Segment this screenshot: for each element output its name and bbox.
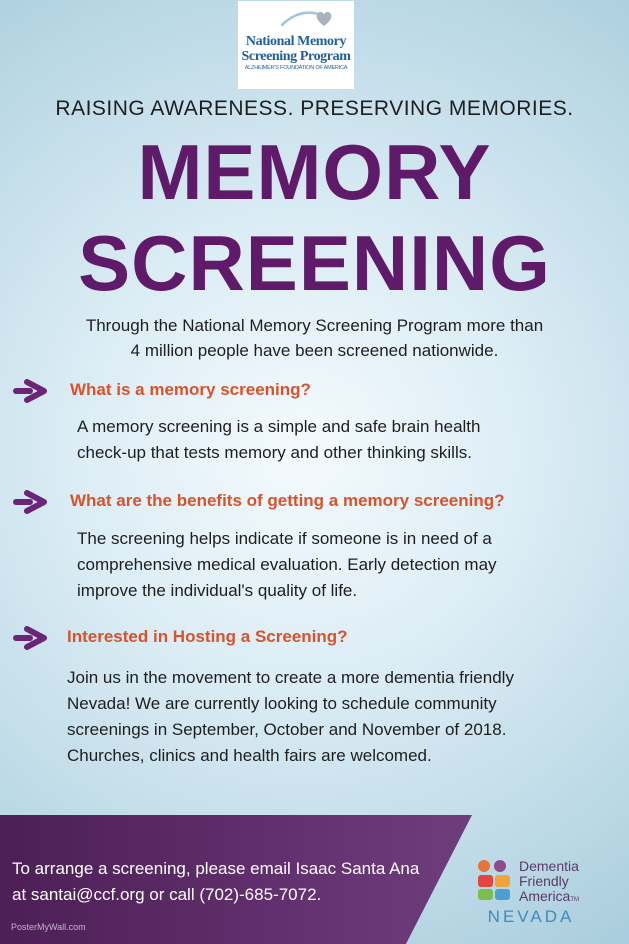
section-line: improve the individual's quality of life. (77, 581, 358, 600)
contact-line-2: at santai@ccf.org or call (702)-685-7072. (12, 885, 322, 904)
section-line: Nevada! We are currently looking to schedule community (67, 694, 497, 713)
section-line: check-up that tests memory and other thinking skills. (77, 443, 472, 462)
headline-line-1: MEMORY (137, 128, 492, 216)
section-body (77, 526, 497, 604)
footer (0, 815, 629, 944)
section-heading: What are the benefits of getting a memory screening? (70, 491, 505, 510)
dfa-logo (476, 859, 621, 943)
dfa-state: NEVADA (487, 907, 575, 926)
arrow-right-icon (12, 626, 48, 650)
dfa-trademark: TM (570, 897, 580, 903)
section-heading: What is a memory screening? (70, 380, 311, 399)
logo-subtitle: ALZHEIMER'S FOUNDATION OF AMERICA (244, 65, 348, 71)
section-line: Join us in the movement to create a more dementia friendly (67, 668, 514, 687)
section-line: The screening helps indicate if someone is in need of a (77, 529, 492, 548)
dfa-line-3-text: America (519, 888, 571, 904)
logo-line-2: Screening Program (241, 49, 351, 64)
section-line: comprehensive medical evaluation. Early detection may (77, 555, 497, 574)
section-heading: Interested in Hosting a Screening? (67, 627, 348, 646)
intro-text (40, 313, 589, 363)
headline-line-2: SCREENING (78, 219, 551, 307)
watermark: PosterMyWall.com (11, 922, 86, 932)
arrow-right-icon (12, 379, 48, 403)
section-body (67, 665, 514, 769)
tagline: RAISING AWARENESS. PRESERVING MEMORIES. (55, 97, 574, 120)
arrow-right-icon (12, 490, 48, 514)
intro-line-2: 4 million people have been screened nationwide. (130, 341, 499, 360)
section-line: Churches, clinics and health fairs are welcomed. (67, 746, 432, 765)
dfa-line-1: Dementia (519, 858, 579, 874)
contact-text (12, 856, 419, 908)
section-line: A memory screening is a simple and safe brain health (77, 417, 481, 436)
heart-icon (280, 6, 334, 30)
intro-line-1: Through the National Memory Screening Program more than (85, 316, 544, 335)
logo-line-1: National Memory (245, 34, 347, 49)
dfa-logo-icon (476, 859, 514, 901)
section-body (77, 414, 480, 466)
dfa-line-2: Friendly (519, 873, 569, 889)
dfa-line-3 (519, 889, 579, 908)
section-line: screenings in September, October and November of 2018. (67, 720, 507, 739)
contact-line-1: To arrange a screening, please email Isaac Santa Ana (12, 859, 420, 878)
npms-logo (238, 1, 354, 89)
dfa-name (519, 859, 579, 908)
